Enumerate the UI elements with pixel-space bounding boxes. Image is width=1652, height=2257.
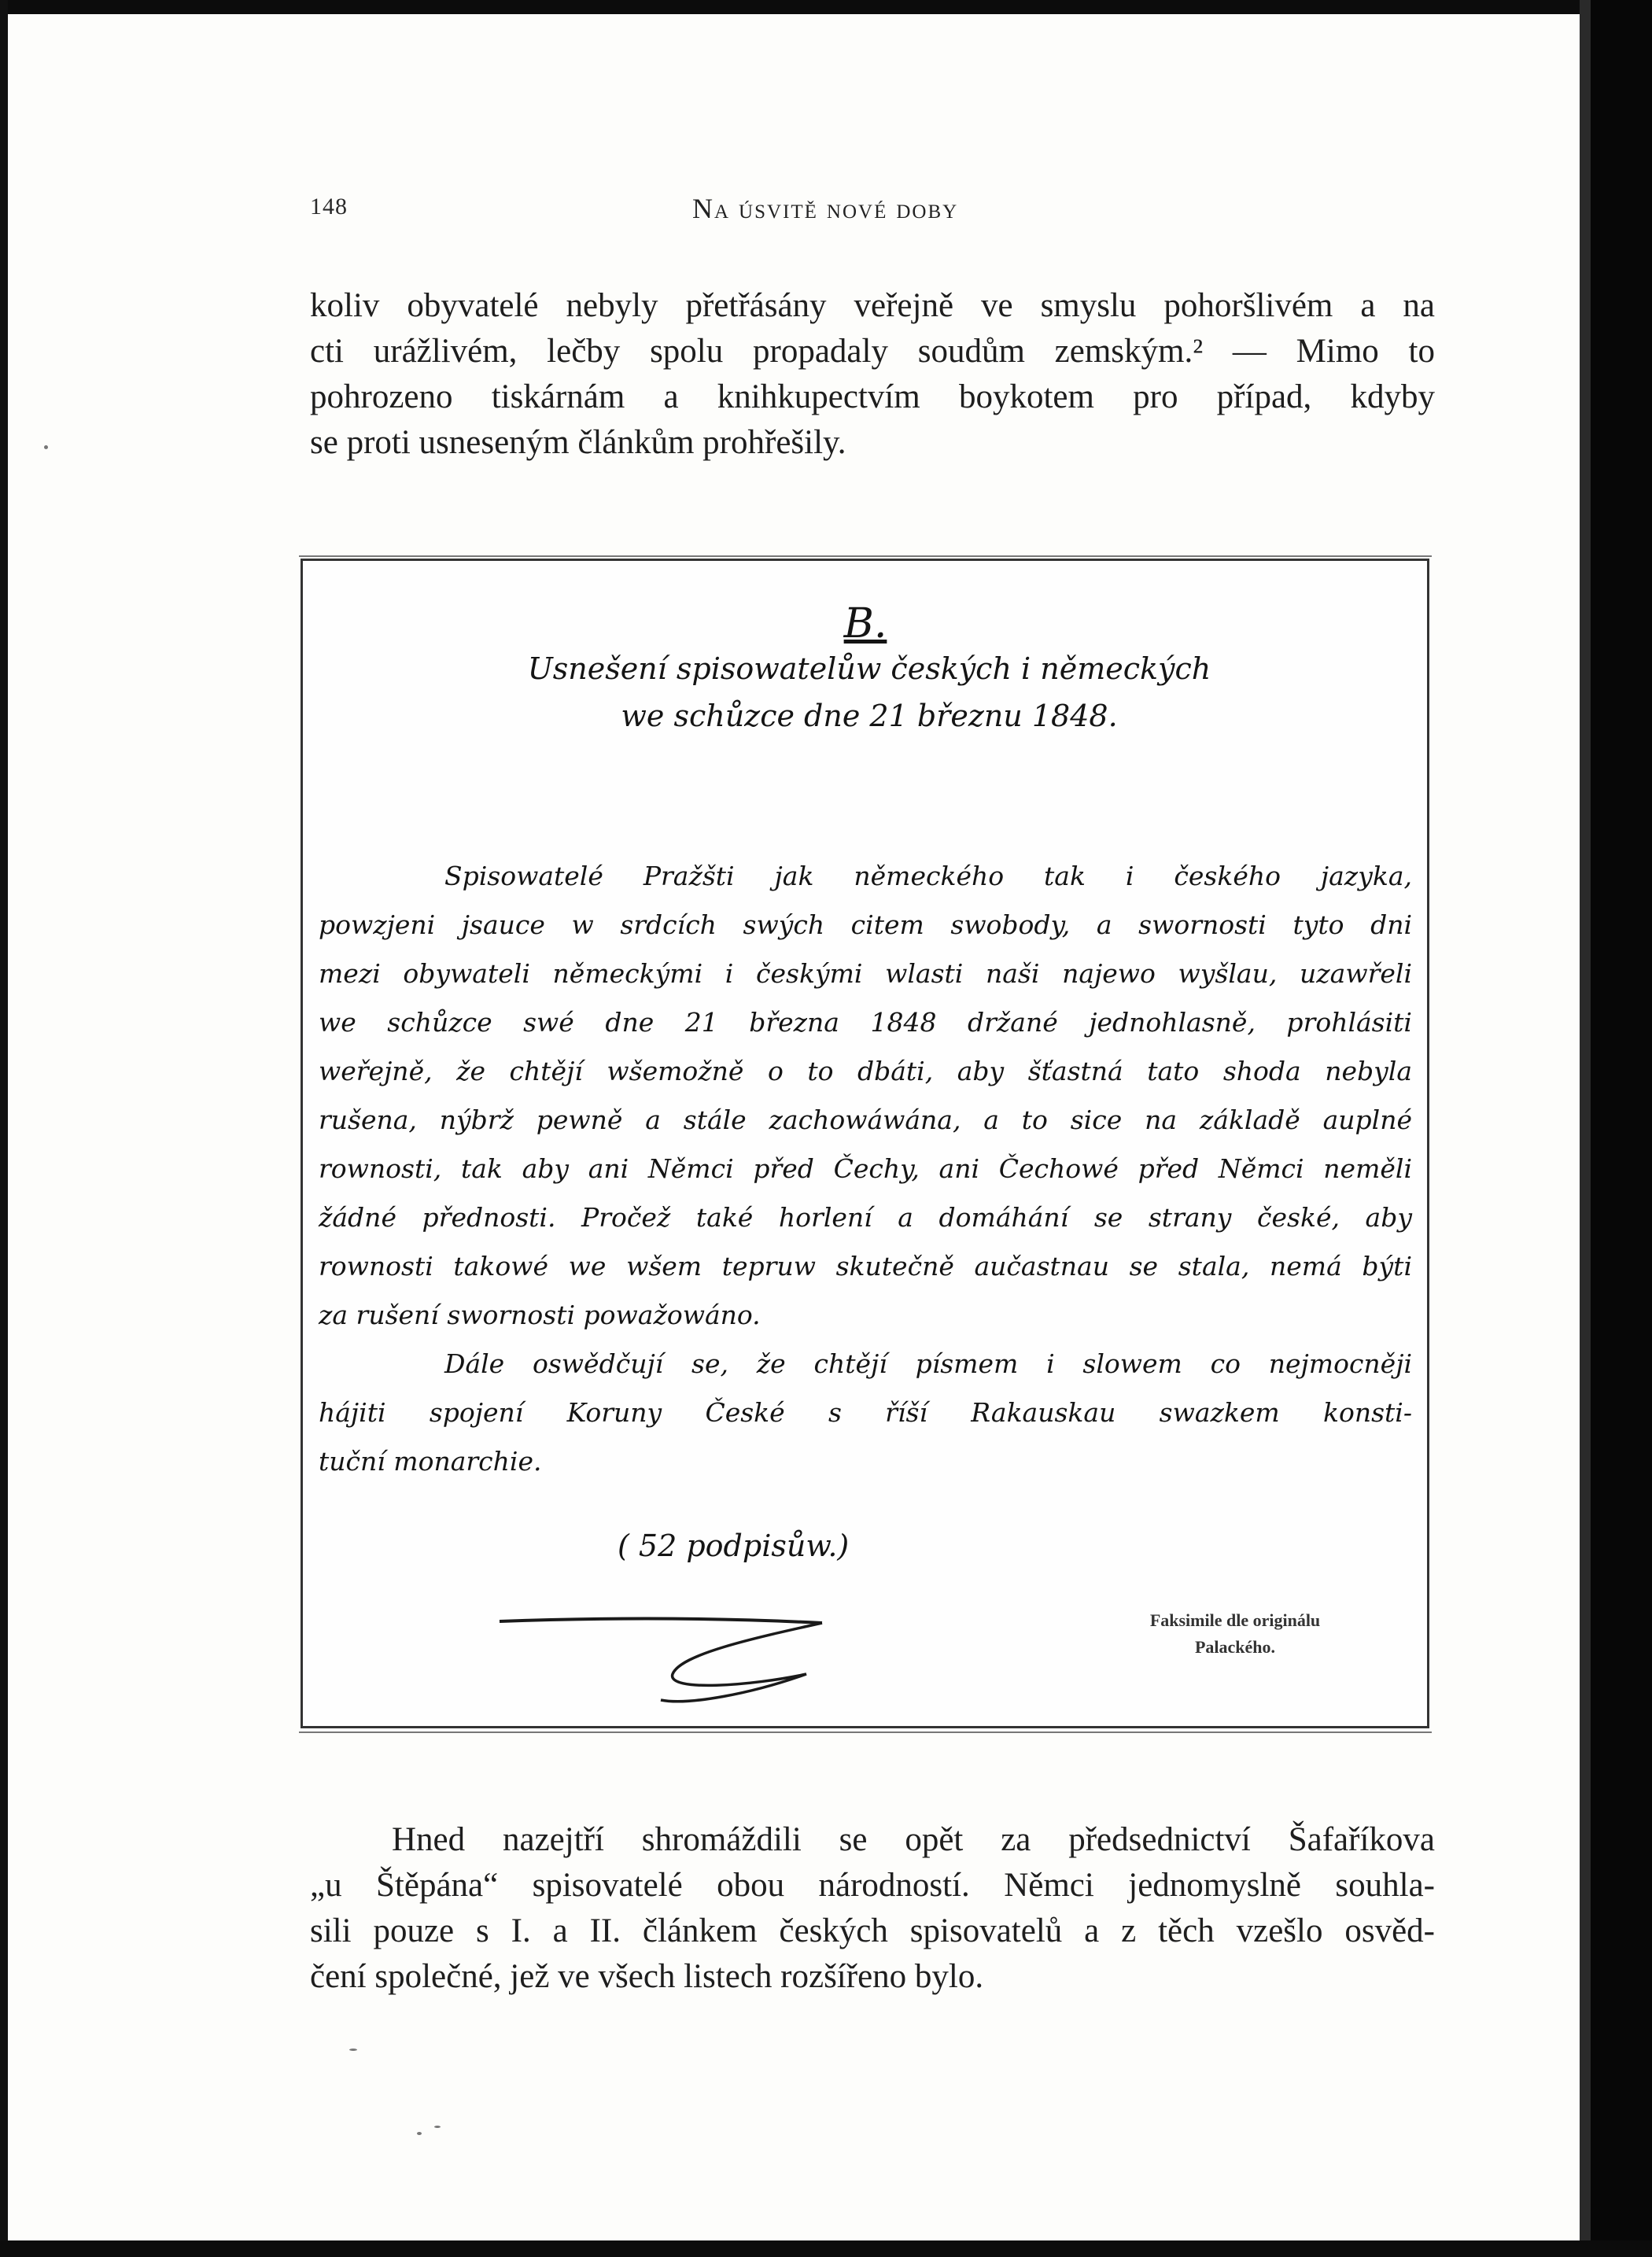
facsimile-caption [1058, 1607, 1412, 1661]
text-line: sili pouze s I. a II. článkem českých spisovatelů a z těch vzešlo osvěd- [310, 1912, 1435, 1949]
facsimile-signatures: ( 52 podpisůw.) [618, 1529, 850, 1563]
facsimile-caption-line: Palackého. [1194, 1637, 1276, 1657]
facsimile-title-line: we schůzce dne 21 březnu 1848. [621, 699, 1118, 733]
facsimile-title-line: Usnešení spisowatelůw českých i německých [527, 651, 1211, 686]
facsimile-rule-bottom [299, 1731, 1432, 1733]
paragraph-top [310, 283, 1435, 466]
facsimile-line: weřejně, že chtějí wšemožně o to dbáti, aby šťastná tato shoda nebyla [319, 1056, 1412, 1086]
facsimile-caption-line: Faksimile dle originálu [1149, 1610, 1321, 1630]
scan-edge-right-shadow [1580, 0, 1591, 2257]
facsimile-line: rušena, nýbrž pewně a stále zachowáwána, a to sice na základě auplné [319, 1105, 1412, 1135]
facsimile-rule-top [299, 555, 1432, 557]
facsimile-frame [301, 559, 1429, 1728]
facsimile-line: we schůzce swé dne 21 března 1848 držané jednohlasně, prohlásiti [319, 1007, 1412, 1038]
scan-speck [349, 2049, 357, 2051]
facsimile-line: žádné přednosti. Pročež také horlení a domáhání se strany české, aby [319, 1202, 1412, 1233]
text-line: cti urážlivém, lečby spolu propadaly soudům zemským.² — Mimo to [310, 333, 1435, 370]
scan-edge-right [1591, 0, 1652, 2257]
facsimile-line: Spisowatelé Pražšti jak německého tak i českého jazyka, [444, 861, 1412, 891]
scan-edge-top [0, 0, 1652, 14]
text-line: „u Štěpána“ spisovatelé obou národností. Němci jednomyslně souhla- [310, 1867, 1435, 1904]
scan-speck [44, 445, 48, 449]
text-line: Hned nazejtří shromáždili se opět za předsednictví Šafaříkova [392, 1821, 1435, 1858]
text-line: pohrozeno tiskárnám a knihkupectvím boykotem pro případ, kdyby [310, 378, 1435, 415]
text-line: čení společné, jež ve všech listech rozšířeno bylo. [310, 1958, 984, 1995]
facsimile-line: Dále oswědčují se, že chtějí písmem i slowem co nejmocněji [444, 1348, 1412, 1379]
facsimile-line: hájiti spojení Koruny České s říší Rakauskau swazkem konsti- [319, 1397, 1412, 1428]
text-line: koliv obyvatelé nebyly přetřásány veřejně ve smyslu pohoršlivém a na [310, 287, 1435, 324]
signature-flourish [492, 1599, 830, 1717]
facsimile-line: za rušení swornosti powažowáno. [319, 1300, 761, 1330]
text-line: se proti usneseným článkům prohřešily. [310, 424, 846, 461]
facsimile-line: rownosti, tak aby ani Němci před Čechy, ani Čechowé před Němci neměli [319, 1153, 1412, 1184]
scan-edge-left [0, 0, 8, 2257]
facsimile-line: rownosti takowé we wšem tepruw skutečně aučastnau se stala, nemá býti [319, 1251, 1412, 1282]
scan-speck [434, 2126, 441, 2128]
scan-speck [417, 2132, 422, 2135]
facsimile-letter: B. [843, 600, 887, 647]
scan-edge-bottom [0, 2240, 1652, 2257]
facsimile-body [319, 852, 1412, 1486]
facsimile-line: mezi obywateli německými i českými wlasti naši najewo wyšlau, uzawřeli [319, 958, 1412, 989]
facsimile-line: tuční monarchie. [319, 1446, 542, 1477]
page-number: 148 [310, 194, 348, 219]
paragraph-bottom [310, 1817, 1435, 2000]
facsimile-line: powzjeni jsauce w srdcích swých citem swobody, a swornosti tyto dni [319, 909, 1412, 940]
running-title: Na úsvitě nové doby [692, 193, 959, 224]
